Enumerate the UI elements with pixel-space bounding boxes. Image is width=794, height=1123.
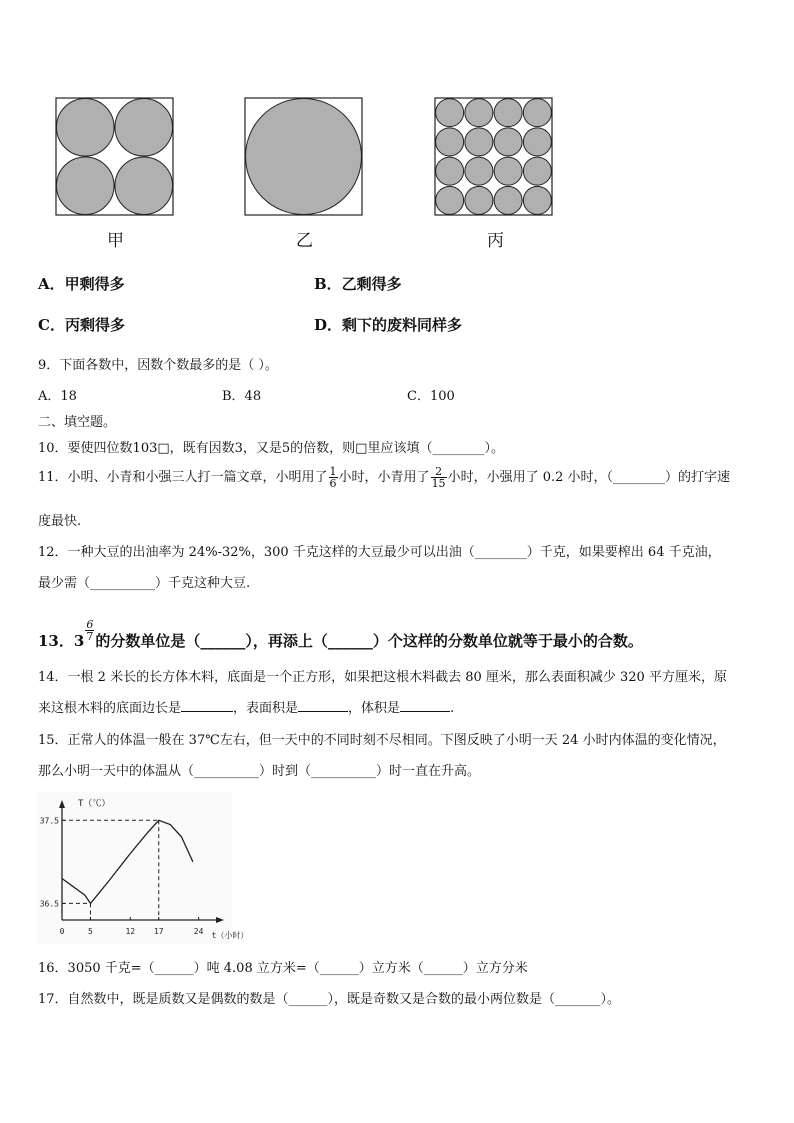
q8-option-c: C．丙剩得多 bbox=[38, 316, 125, 334]
chart-x-tick-label: 0 bbox=[59, 927, 65, 936]
q11-frac2-den: 15 bbox=[431, 477, 446, 490]
chart-y-label: T（℃） bbox=[78, 799, 111, 809]
chart-x-tick-label: 12 bbox=[125, 927, 136, 936]
q11-line1 bbox=[38, 466, 730, 489]
figure-bing-circle bbox=[436, 157, 464, 185]
q13-mixed-whole: 3 bbox=[73, 632, 85, 650]
q9-option-b: B．48 bbox=[222, 389, 262, 404]
chart-x-tick-label: 17 bbox=[153, 927, 164, 936]
figure-bing-circle bbox=[436, 186, 464, 214]
q9-option-a: A．18 bbox=[38, 389, 77, 404]
chart-x-tick-label: 24 bbox=[193, 927, 204, 936]
q11-part2: 小时，小青用了 bbox=[338, 470, 430, 485]
figure-bing-circle bbox=[494, 99, 522, 127]
q13-prefix: 13． bbox=[38, 632, 74, 650]
q13-text bbox=[38, 617, 643, 654]
figure-yi-label: 乙 bbox=[296, 231, 313, 251]
chart-background bbox=[36, 792, 232, 944]
q14-line1: 14．一根 2 米长的长方体木料，底面是一个正方形，如果把这根木料截去 80 厘米，那么表面积减少 320 平方厘米，原 bbox=[38, 670, 727, 685]
q11-frac1-den: 6 bbox=[329, 477, 337, 490]
figure-bing-circle bbox=[436, 99, 464, 127]
figure-bing-circle bbox=[494, 157, 522, 185]
q14-blank-volume bbox=[400, 700, 450, 712]
figure-bing-circle bbox=[523, 186, 551, 214]
q14-line2 bbox=[38, 697, 454, 716]
q10-text: 10．要使四位数103□，既有因数3，又是5的倍数，则□里应该填（________）。 bbox=[38, 441, 504, 456]
q11-part1: 11．小明、小青和小强三人打一篇文章，小明用了 bbox=[38, 470, 328, 485]
q8-option-b: B．乙剩得多 bbox=[314, 275, 402, 293]
q14-line2c: ，体积是 bbox=[348, 701, 401, 716]
figure-jia-circle bbox=[56, 157, 114, 215]
figure-yi bbox=[245, 98, 362, 215]
q14-blank-area bbox=[298, 700, 348, 712]
q8-option-a: A．甲剩得多 bbox=[38, 275, 125, 293]
q15-line2: 那么小明一天中的体温从（__________）时到（__________）时一直在升高。 bbox=[38, 764, 481, 779]
figure-bing-circle bbox=[494, 186, 522, 214]
q16-text: 16．3050 千克=（______）吨 4.08 立方米=（______）立方米（______）立方分米 bbox=[38, 961, 528, 976]
figure-jia-circle bbox=[115, 98, 173, 156]
q9-stem: 9．下面各数中，因数个数最多的是（ ）。 bbox=[38, 358, 278, 373]
figure-jia bbox=[56, 98, 173, 215]
q14-line2d: . bbox=[450, 701, 455, 716]
chart-x-tick-label: 5 bbox=[88, 927, 93, 936]
q13-frac-num: 6 bbox=[86, 617, 94, 631]
chart-x-label: t（小时） bbox=[211, 931, 249, 940]
figure-jia-circle bbox=[56, 98, 114, 156]
q11-frac1-num: 1 bbox=[329, 465, 337, 478]
q13-body: 的分数单位是（______），再添上（______）个这样的分数单位就等于最小的合数。 bbox=[95, 632, 643, 650]
figure-bing-circle bbox=[523, 128, 551, 156]
q14-line2a: 来这根木料的底面边长是 bbox=[38, 701, 182, 716]
figure-bing-circle bbox=[436, 128, 464, 156]
q14-blank-side bbox=[181, 700, 233, 712]
q12-line1: 12．一种大豆的出油率为 24%-32%，300 千克这样的大豆最少可以出油（________）千克，如果要榨出 64 千克油， bbox=[38, 545, 721, 560]
q11-frac2-num: 2 bbox=[431, 466, 447, 478]
figure-bing-circle bbox=[494, 128, 522, 156]
q13-fraction bbox=[85, 619, 94, 642]
section-title: 二、填空题。 bbox=[38, 415, 117, 430]
q8-option-d: D．剩下的废料同样多 bbox=[314, 316, 463, 334]
q11-line2: 度最快. bbox=[38, 514, 82, 529]
temperature-chart bbox=[36, 792, 249, 944]
q11-part3: 小时，小强用了 0.2 小时，（________）的打字速 bbox=[447, 470, 731, 485]
figure-bing-circle bbox=[465, 128, 493, 156]
chart-y-tick-label: 36.5 bbox=[39, 899, 59, 909]
q14-line2b: ，表面积是 bbox=[233, 701, 299, 716]
q12-line2: 最少需（__________）千克这种大豆. bbox=[38, 576, 251, 591]
figure-jia-label: 甲 bbox=[107, 231, 124, 251]
figure-bing bbox=[435, 98, 552, 215]
q11-fraction-2 bbox=[431, 466, 447, 489]
figure-jia-circle bbox=[115, 157, 173, 215]
figure-bing-circle bbox=[465, 99, 493, 127]
figures-row bbox=[0, 0, 794, 250]
figure-bing-circle bbox=[465, 157, 493, 185]
q9-option-c: C．100 bbox=[407, 389, 455, 404]
q15-line1: 15．正常人的体温一般在 37℃左右，但一天中的不同时刻不尽相同。下图反映了小明一天 24 小时内体温的变化情况， bbox=[38, 733, 726, 748]
q11-fraction-1 bbox=[329, 466, 338, 489]
q17-text: 17．自然数中，既是质数又是偶数的数是（______），既是奇数又是合数的最小两位数是（_______）。 bbox=[38, 992, 621, 1007]
figure-bing-circle bbox=[523, 99, 551, 127]
chart-y-tick-label: 37.5 bbox=[39, 816, 59, 826]
q13-frac-den: 7 bbox=[86, 629, 94, 643]
figure-yi-circle bbox=[246, 99, 362, 215]
figure-bing-circle bbox=[465, 186, 493, 214]
figure-bing-circle bbox=[523, 157, 551, 185]
figure-bing-label: 丙 bbox=[487, 231, 504, 251]
